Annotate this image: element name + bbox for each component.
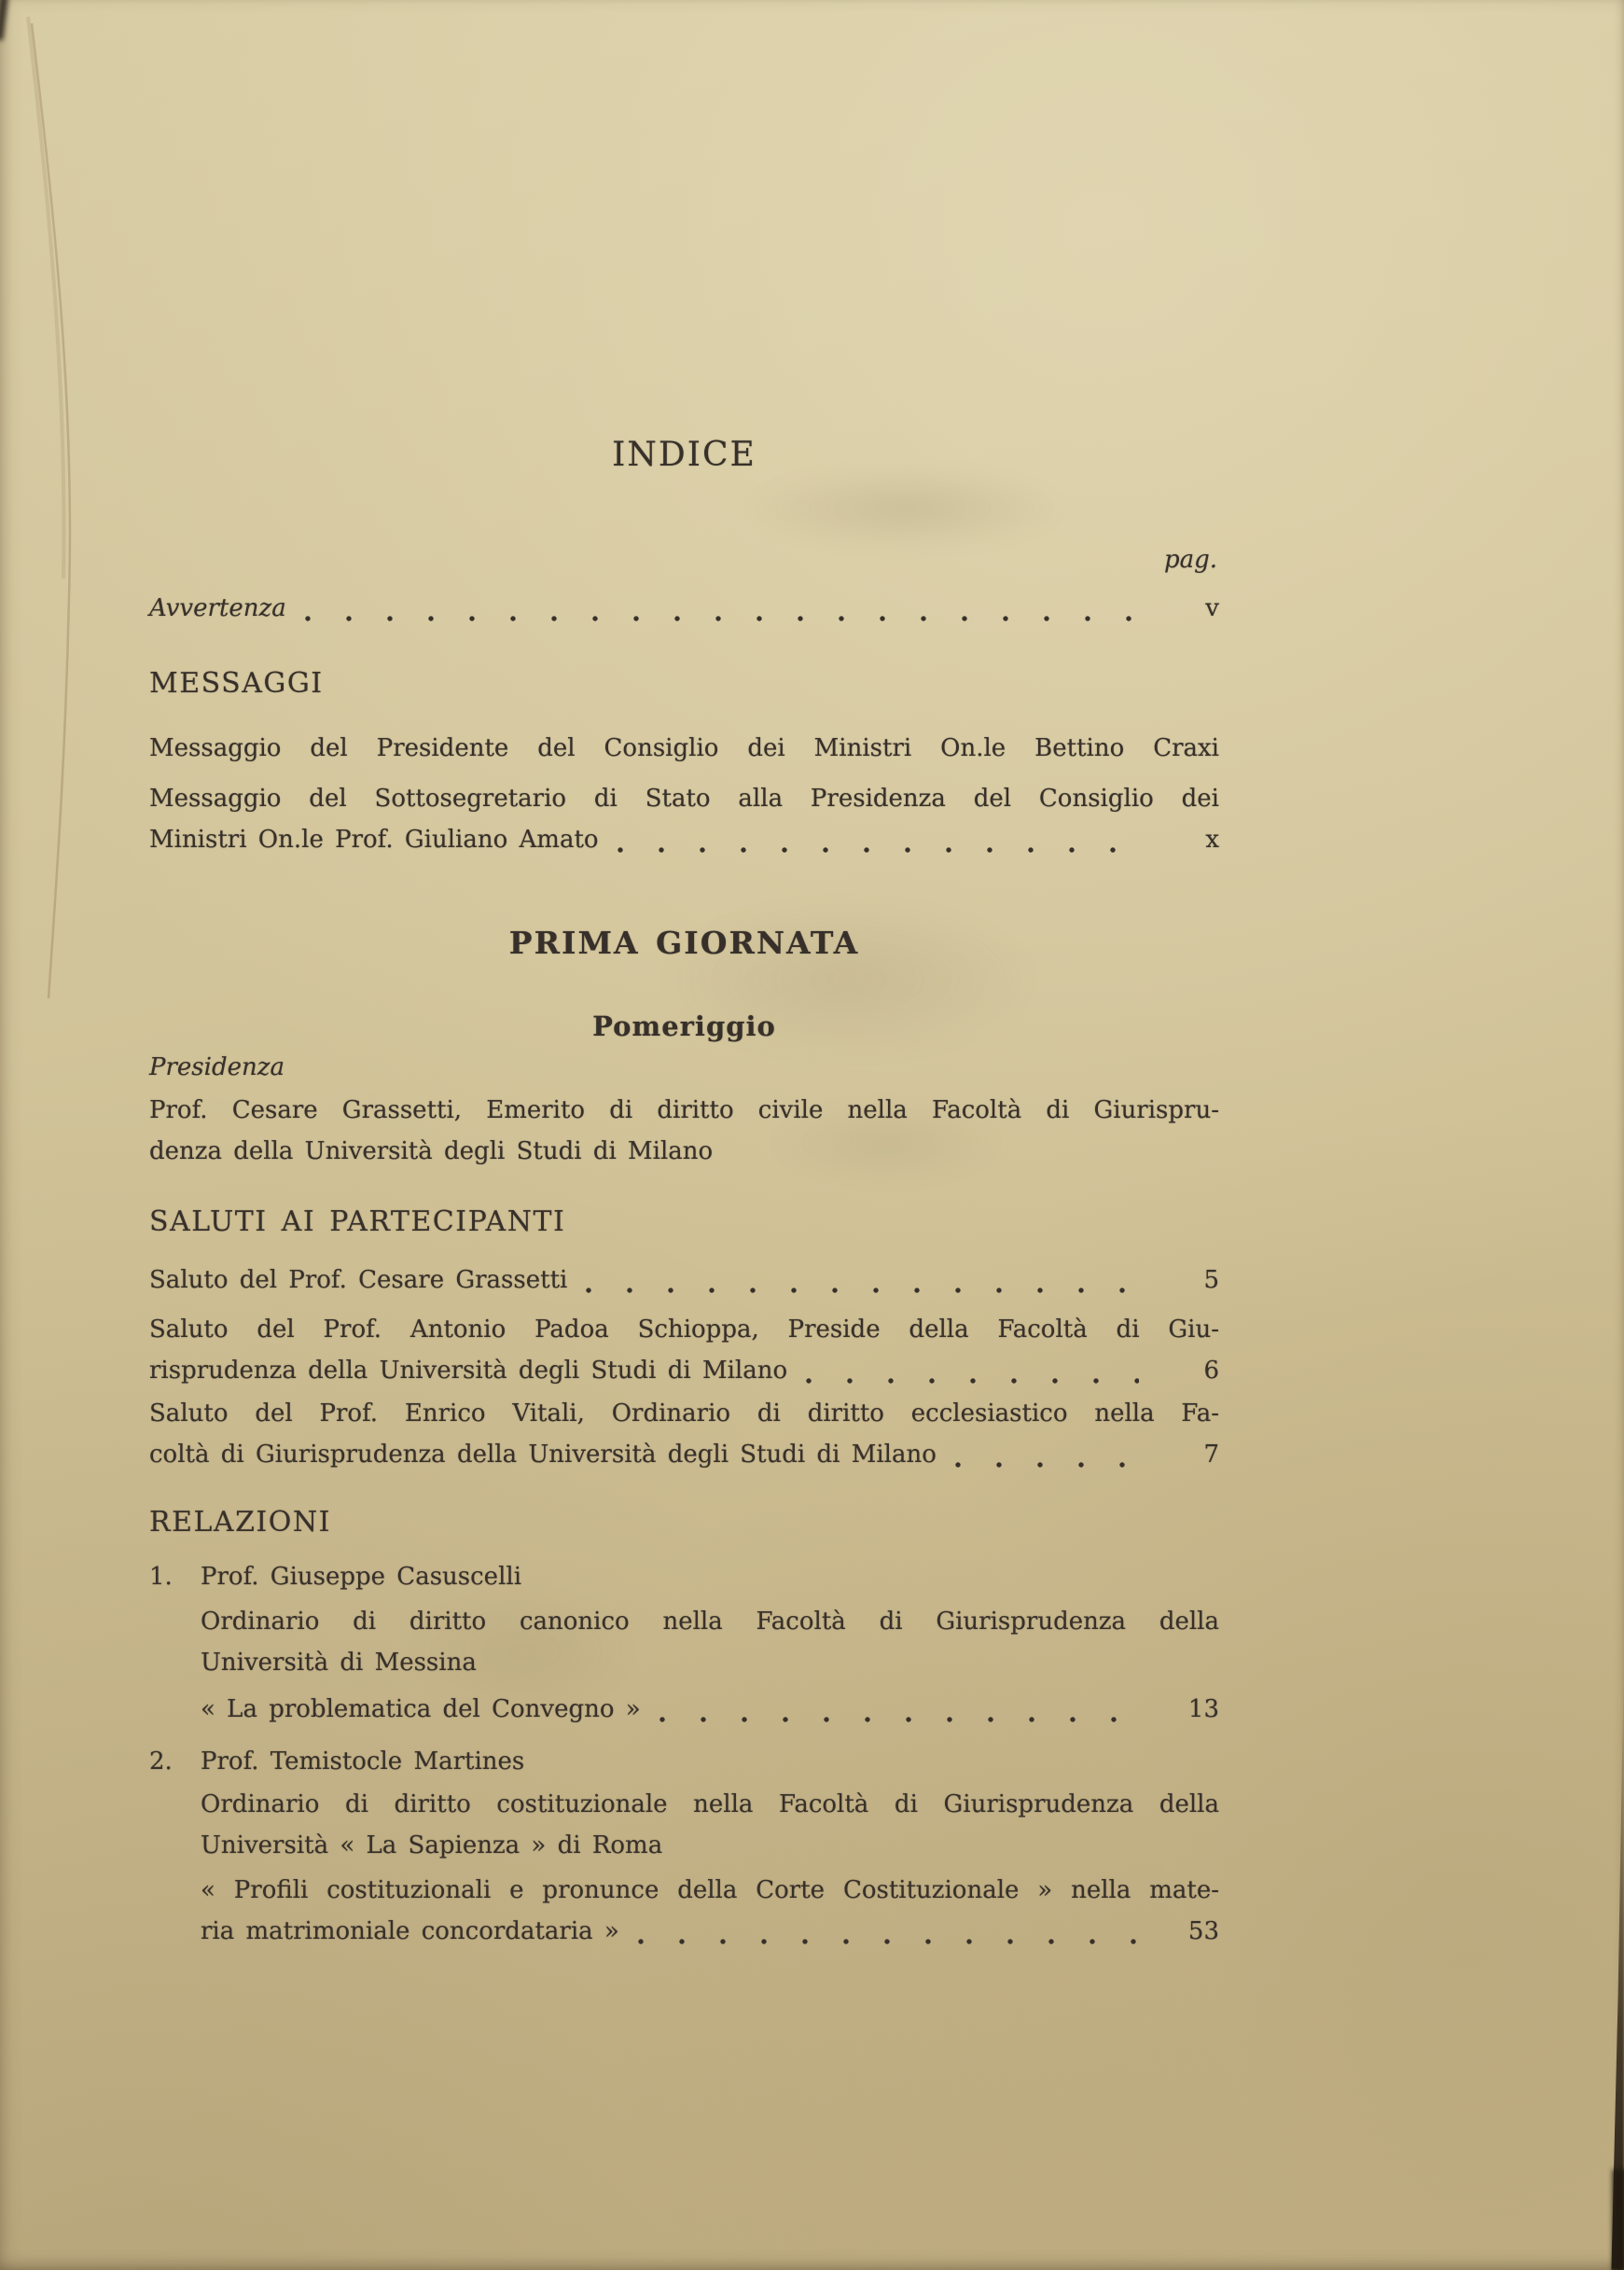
dot-leader bbox=[586, 1287, 1139, 1294]
dot-leader bbox=[659, 1716, 1139, 1723]
dot-leader bbox=[305, 615, 1139, 622]
subsection-heading-pomeriggio: Pomeriggio bbox=[592, 1010, 776, 1042]
toc-entry-page: 53 bbox=[1187, 1917, 1219, 1945]
toc-entry-page: v bbox=[1205, 594, 1219, 622]
toc-entry-page: 6 bbox=[1203, 1357, 1219, 1385]
toc-entry-label: coltà di Giurisprudenza della Università degli Studi di Milano bbox=[149, 1441, 937, 1469]
toc-entry-line: Saluto del Prof. Enrico Vitali, Ordinario di diritto ecclesiastico nella Fa- bbox=[149, 1400, 1219, 1427]
toc-entry-label: Ministri On.le Prof. Giuliano Amato bbox=[149, 826, 599, 854]
toc-entry-label: risprudenza della Università degli Studi di Milano bbox=[149, 1357, 788, 1385]
relazione-affiliation bbox=[201, 1601, 1219, 1683]
toc-entry-page: 7 bbox=[1203, 1441, 1219, 1469]
relazione-title-row bbox=[201, 1911, 1219, 1952]
section-heading-relazioni: RELAZIONI bbox=[149, 1506, 331, 1539]
relazione-item-2 bbox=[149, 1741, 1219, 1952]
relazione-title: « La problematica del Convegno » bbox=[201, 1695, 641, 1723]
dot-leader bbox=[638, 1938, 1139, 1945]
dot-leader bbox=[955, 1461, 1139, 1469]
scan-edge-artifact bbox=[0, 0, 8, 40]
toc-entry-saluto-grassetti bbox=[149, 1260, 1219, 1301]
presidenza-label: Presidenza bbox=[149, 1053, 285, 1081]
toc-entry-last-line bbox=[149, 819, 1219, 860]
relazione-speaker bbox=[149, 1556, 1219, 1597]
page-column-label: pag. bbox=[1163, 546, 1217, 574]
affiliation-line: Università « La Sapienza » di Roma bbox=[201, 1831, 663, 1859]
toc-entry-line: Saluto del Prof. Antonio Padoa Schioppa, Preside della Facoltà di Giu- bbox=[149, 1316, 1219, 1344]
page-column-header bbox=[149, 543, 1217, 577]
section-heading-messaggi: MESSAGGI bbox=[149, 667, 324, 700]
toc-entry-line: Messaggio del Sottosegretario di Stato alla Presidenza del Consiglio dei bbox=[149, 785, 1219, 813]
relazione-details bbox=[201, 1784, 1219, 1952]
relazione-details bbox=[201, 1601, 1219, 1730]
toc-entry-messaggio-craxi: Messaggio del Presidente del Consiglio dei Ministri On.le Bettino Craxi bbox=[149, 734, 1219, 762]
relazione-speaker bbox=[149, 1741, 1219, 1782]
toc-entry-last-line bbox=[149, 1350, 1219, 1391]
affiliation-line: Ordinario di diritto canonico nella Facoltà di Giurisprudenza della bbox=[201, 1608, 1219, 1636]
spacer bbox=[149, 629, 1219, 663]
toc-entry-page: x bbox=[1205, 826, 1219, 854]
relazione-title-line: ria matrimoniale concordataria » bbox=[201, 1917, 619, 1945]
toc-content bbox=[149, 0, 1219, 1952]
toc-entry-saluto-vitali bbox=[149, 1393, 1219, 1475]
toc-entry-page: 13 bbox=[1187, 1695, 1219, 1723]
dot-leader bbox=[806, 1377, 1139, 1385]
affiliation-line: Università di Messina bbox=[201, 1649, 477, 1677]
toc-entry-page: 5 bbox=[1203, 1266, 1219, 1294]
section-heading-prima-giornata: PRIMA GIORNATA bbox=[508, 925, 860, 961]
toc-entry-avvertenza bbox=[149, 588, 1219, 629]
relazione-name: Prof. Temistocle Martines bbox=[201, 1748, 525, 1776]
toc-entry-label: Saluto del Prof. Cesare Grassetti bbox=[149, 1266, 568, 1294]
presidenza-description bbox=[149, 1090, 1219, 1172]
relazione-title-line: « Profili costituzionali e pronunce della Corte Costituzionale » nella mate- bbox=[201, 1876, 1219, 1904]
relazione-name: Prof. Giuseppe Casuscelli bbox=[201, 1563, 522, 1591]
toc-entry-messaggio-amato bbox=[149, 778, 1219, 860]
relazione-title-block bbox=[201, 1870, 1219, 1952]
relazione-number: 2. bbox=[149, 1748, 173, 1776]
presidenza-line: denza della Università degli Studi di Milano bbox=[149, 1137, 714, 1165]
toc-entry-label: Avvertenza bbox=[149, 594, 286, 622]
page-title: INDICE bbox=[612, 436, 756, 474]
relazione-title-row bbox=[201, 1689, 1219, 1730]
relazione-item-1 bbox=[149, 1556, 1219, 1730]
relazione-number: 1. bbox=[149, 1563, 173, 1591]
presidenza-line: Prof. Cesare Grassetti, Emerito di diritto civile nella Facoltà di Giurispru- bbox=[149, 1096, 1219, 1124]
toc-entry-saluto-padoa-schioppa bbox=[149, 1309, 1219, 1391]
dot-leader bbox=[618, 846, 1139, 854]
affiliation-line: Ordinario di diritto costituzionale nella Facoltà di Giurisprudenza della bbox=[201, 1790, 1219, 1818]
section-heading-saluti: SALUTI AI PARTECIPANTI bbox=[149, 1205, 566, 1238]
toc-entry-last-line bbox=[149, 1434, 1219, 1475]
page-corner-shadow bbox=[1613, 2169, 1624, 2270]
relazione-affiliation bbox=[201, 1784, 1219, 1866]
